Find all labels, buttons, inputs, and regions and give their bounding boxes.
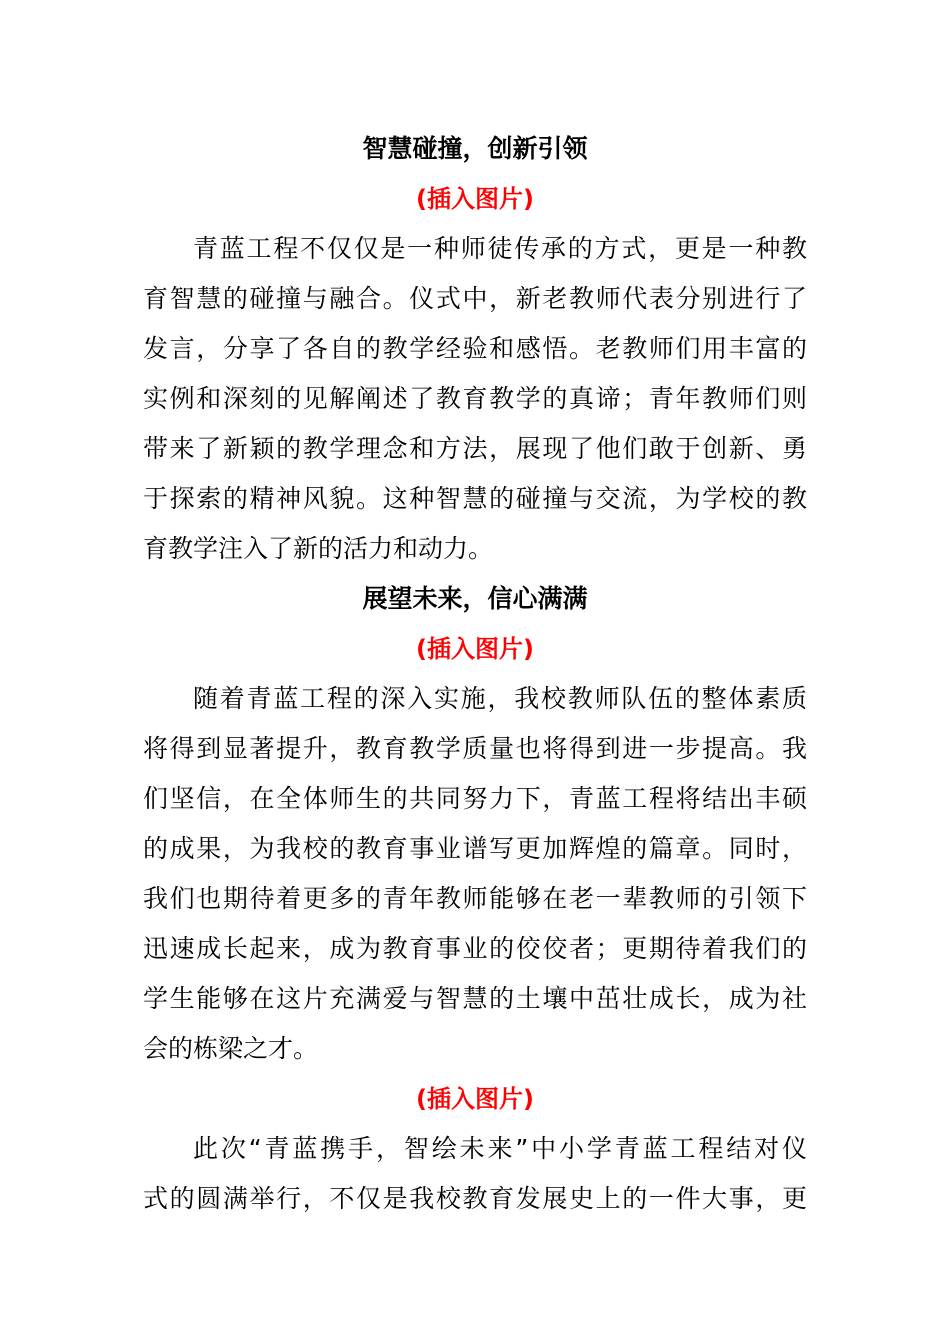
paragraph <box>143 1124 807 1224</box>
paragraph-line: 迅速成长起来，成为教育事业的佼佼者；更期待着我们的 <box>143 934 807 963</box>
image-placeholder: (插入图片) <box>416 635 534 663</box>
paragraph-line: 育教学注入了新的活力和动力。 <box>143 534 494 563</box>
paragraph-line: 带来了新颖的教学理念和方法，展现了他们敢于创新、勇 <box>143 434 807 463</box>
section-wisdom-innovation <box>143 124 807 574</box>
paragraph-line: 的成果，为我校的教育事业谱写更加辉煌的篇章。同时， <box>143 834 807 863</box>
section-conclusion <box>143 1074 807 1224</box>
paragraph-line: 会的栋梁之才。 <box>143 1034 319 1063</box>
paragraph <box>143 224 807 574</box>
image-placeholder: (插入图片) <box>416 185 534 213</box>
paragraph-line: 实例和深刻的见解阐述了教育教学的真谛；青年教师们则 <box>143 384 807 413</box>
paragraph-line: 将得到显著提升，教育教学质量也将得到进一步提高。我 <box>143 734 807 763</box>
section-heading: 展望未来，信心满满 <box>362 584 588 613</box>
section-heading: 智慧碰撞，创新引领 <box>362 134 588 163</box>
paragraph-line: 随着青蓝工程的深入实施，我校教师队伍的整体素质 <box>193 684 807 713</box>
section-future-outlook <box>143 574 807 1074</box>
paragraph-line: 发言，分享了各自的教学经验和感悟。老教师们用丰富的 <box>143 334 807 363</box>
paragraph-line: 式的圆满举行，不仅是我校教育发展史上的一件大事，更 <box>143 1184 807 1213</box>
paragraph-line: 青蓝工程不仅仅是一种师徒传承的方式，更是一种教 <box>193 234 807 263</box>
paragraph <box>143 674 807 1074</box>
paragraph-line: 我们也期待着更多的青年教师能够在老一辈教师的引领下 <box>143 884 807 913</box>
paragraph-line: 于探索的精神风貌。这种智慧的碰撞与交流，为学校的教 <box>143 484 807 513</box>
paragraph-line: 们坚信，在全体师生的共同努力下，青蓝工程将结出丰硕 <box>143 784 807 813</box>
document-page <box>143 124 807 1224</box>
paragraph-line: 学生能够在这片充满爱与智慧的土壤中茁壮成长，成为社 <box>143 984 807 1013</box>
paragraph-line: 此次“青蓝携手，智绘未来”中小学青蓝工程结对仪 <box>193 1134 807 1163</box>
image-placeholder: (插入图片) <box>416 1085 534 1113</box>
paragraph-line: 育智慧的碰撞与融合。仪式中，新老教师代表分别进行了 <box>143 284 807 313</box>
